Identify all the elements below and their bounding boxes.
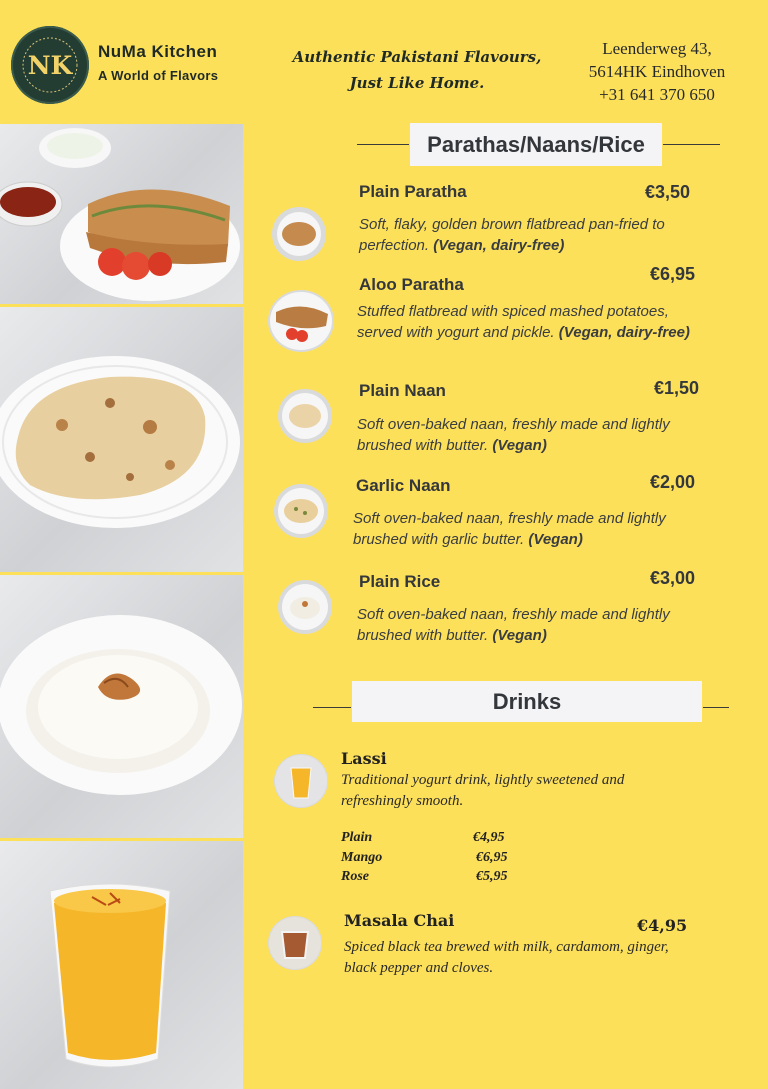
menu-item-desc [357, 414, 709, 456]
drink-name: Masala Chai [344, 911, 455, 930]
brand-tagline: A World of Flavors [98, 68, 219, 83]
lassi-photo [0, 841, 243, 1089]
menu-item-desc [353, 508, 709, 550]
section-rule-left [313, 707, 351, 708]
section-title-breads: Parathas/Naans/Rice [410, 123, 662, 166]
variant-name: Mango [341, 850, 383, 865]
phone-number: +31 641 370 650 [599, 85, 715, 104]
drink-desc: Traditional yogurt drink, lightly sweetened and refreshingly smooth. [341, 772, 625, 809]
desc-text: Soft oven-baked naan, freshly made and lightly brushed with butter. [357, 606, 670, 644]
paratha-photo [0, 124, 243, 304]
address-city: 5614HK Eindhoven [588, 62, 726, 81]
drink-name: Lassi [341, 749, 387, 768]
naan-photo [0, 307, 243, 572]
garlic-naan-thumb [274, 484, 328, 538]
contact-info [572, 37, 742, 106]
variant-price: €5,95 [476, 869, 508, 884]
menu-item-name: Plain Rice [359, 572, 441, 591]
diet-tag: (Vegan) [492, 437, 547, 454]
desc-text: Stuffed flatbread with spiced mashed potatoes, served with yogurt and pickle. [357, 303, 669, 341]
section-rule-right [703, 707, 729, 708]
plain-paratha-thumb [272, 207, 326, 261]
menu-item-price: €3,00 [650, 568, 696, 588]
section-rule-right [663, 144, 720, 145]
menu-item-name: Plain Paratha [359, 182, 467, 201]
lassi-thumb [274, 754, 328, 808]
slogan-line-2: Just Like Home. [349, 74, 485, 92]
brand-logo [11, 26, 89, 104]
drink-price: €4,95 [637, 916, 688, 935]
slogan-line-1: Authentic Pakistani Flavours, [292, 48, 542, 66]
logo-emblem-icon [20, 35, 80, 95]
aloo-paratha-thumb [268, 290, 334, 352]
plain-naan-thumb [278, 389, 332, 443]
menu-item-desc [359, 214, 709, 256]
menu-item-name: Garlic Naan [356, 476, 451, 495]
chai-thumb [268, 916, 322, 970]
menu-item-price: €1,50 [654, 378, 700, 398]
rice-photo [0, 575, 243, 838]
drink-desc: Spiced black tea brewed with milk, cardamom, ginger, black pepper and cloves. [344, 939, 669, 976]
variant-name: Plain [341, 830, 373, 845]
slogan [274, 44, 560, 96]
section-title-drinks: Drinks [352, 681, 702, 722]
variant-name: Rose [341, 869, 369, 884]
variant-price: €6,95 [476, 850, 508, 865]
plain-rice-thumb [278, 580, 332, 634]
desc-text: Soft oven-baked naan, freshly made and lightly brushed with butter. [357, 416, 670, 454]
menu-item-name: Plain Naan [359, 381, 446, 400]
diet-tag: (Vegan) [492, 627, 547, 644]
menu-item-price: €2,00 [650, 472, 696, 492]
variant-price: €4,95 [473, 830, 505, 845]
menu-item-price: €3,50 [645, 182, 691, 202]
desc-text: Soft, flaky, golden brown flatbread pan-fried to perfection. [359, 216, 665, 254]
desc-text: Soft oven-baked naan, freshly made and lightly brushed with garlic butter. [353, 510, 666, 548]
menu-item-price: €6,95 [650, 264, 696, 284]
section-rule-left [357, 144, 409, 145]
svg-text:NK: NK [27, 51, 73, 80]
photo-column [0, 124, 243, 1089]
diet-tag: (Vegan) [528, 531, 583, 548]
menu-item-desc [357, 301, 709, 343]
address-street: Leenderweg 43, [602, 39, 712, 58]
menu-item-name: Aloo Paratha [359, 275, 464, 294]
diet-tag: (Vegan, dairy-free) [433, 237, 565, 254]
menu-item-desc [357, 604, 709, 646]
diet-tag: (Vegan, dairy-free) [558, 324, 690, 341]
brand-name: NuMa Kitchen [98, 42, 218, 61]
